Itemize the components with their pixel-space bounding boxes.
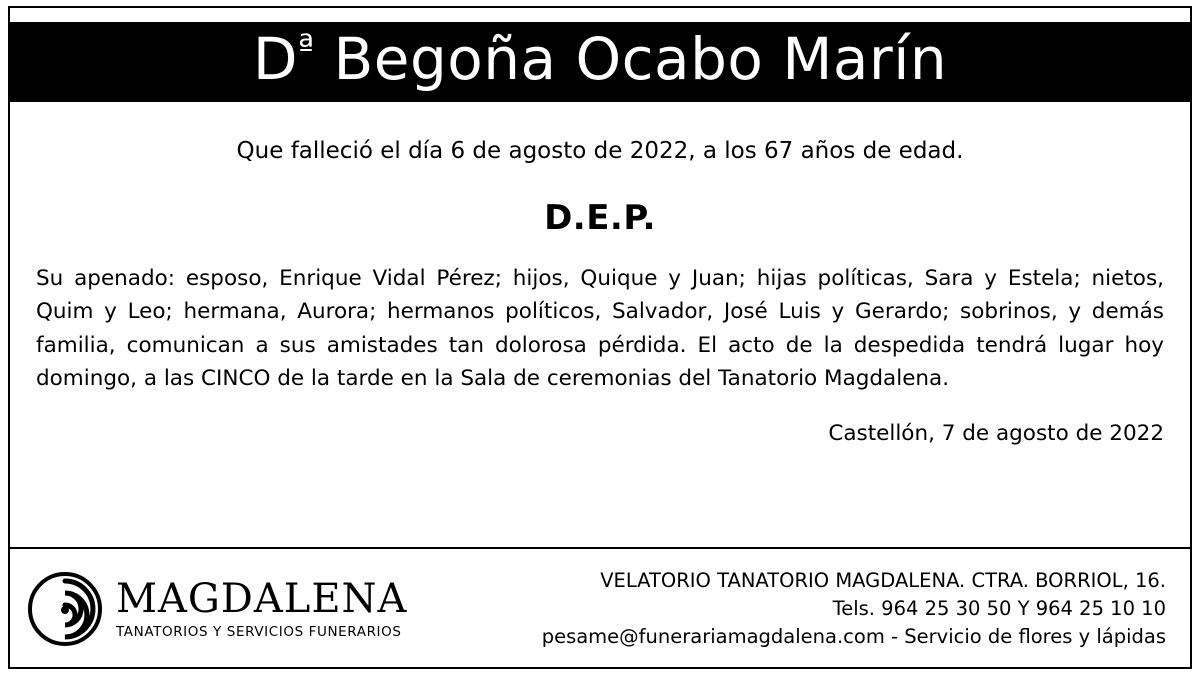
death-line: Que falleció el día 6 de agosto de 2022, a los 67 años de edad. [236,138,964,164]
dep-text: D.E.P. [544,198,656,238]
contact-block [542,567,1166,652]
contact-line: Tels. 964 25 30 50 Y 964 25 10 10 [832,596,1166,620]
brand-subtitle: TANATORIOS Y SERVICIOS FUNERARIOS [116,624,402,640]
brand-text [116,578,407,640]
brand-name: MAGDALENA [116,576,408,622]
contact-line: pesame@funerariamagdalena.com - Servicio de flores y lápidas [541,625,1166,649]
notice-body [10,102,1190,547]
notice-frame [8,6,1192,669]
brand-block [28,572,407,646]
place-and-date: Castellón, 7 de agosto de 2022 [828,421,1164,447]
family-message: Su apenado: esposo, Enrique Vidal Pérez; hijos, Quique y Juan; hijas políticas, Sara y Estela; nietos, Quim y Leo; hermana, Aurora; hermanos políticos, Salvador, José Luis y Gerardo; sobrinos, y demás familia, comunican a sus amistades tan dolorosa pérdida. El acto de la despedida tendrá lugar hoy domingo, a las CINCO de la tarde en la Sala de ceremonias del Tanatorio Magdalena. [36,266,1164,391]
page-title [20,25,1180,93]
honorific-superscript: ª [298,28,315,68]
footer [10,547,1190,667]
honorific: $D^ª$ [252,25,315,93]
deceased-name-banner [10,22,1190,102]
spiral-logo-icon [28,572,102,646]
contact-line: VELATORIO TANATORIO MAGDALENA. CTRA. BORRIOL, 16. [600,568,1166,592]
deceased-full-name: Begoña Ocabo Marín [333,25,948,93]
